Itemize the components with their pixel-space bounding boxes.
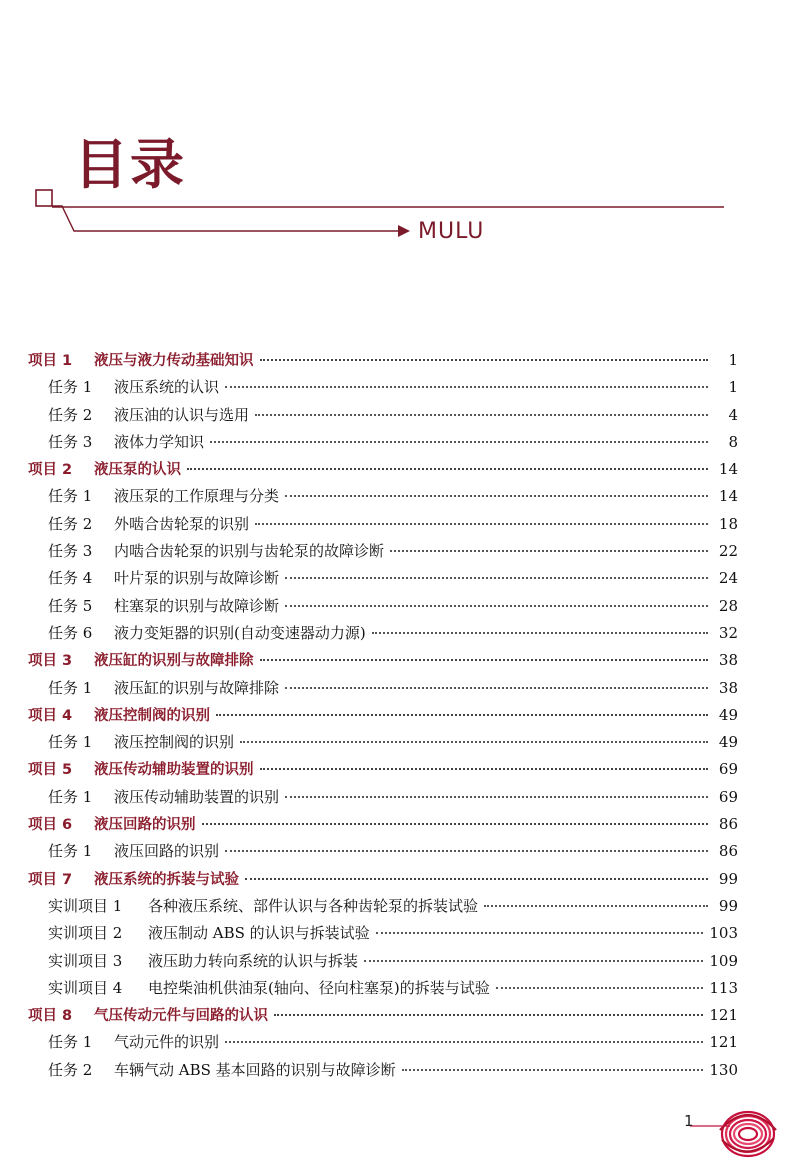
leader-dots xyxy=(285,576,708,579)
entry-number: 任务 4 xyxy=(48,569,93,588)
toc-entry-task[interactable] xyxy=(28,483,738,510)
entry-number: 任务 3 xyxy=(48,542,93,561)
entry-number: 任务 1 xyxy=(48,842,93,861)
entry-title: 液压制动 ABS 的认识与拆装试验 xyxy=(148,924,370,943)
leader-dots xyxy=(372,631,708,634)
entry-title: 液压回路的识别 xyxy=(114,842,220,861)
entry-number: 项目 3 xyxy=(28,653,73,670)
toc-entry-task[interactable] xyxy=(28,538,738,565)
entry-page: 18 xyxy=(718,514,738,533)
toc-entry-task[interactable] xyxy=(28,565,738,592)
entry-title: 液压系统的拆装与试验 xyxy=(94,871,239,888)
leader-dots xyxy=(225,849,708,852)
toc-entry-training[interactable] xyxy=(28,920,738,947)
entry-title: 气压传动元件与回路的认识 xyxy=(94,1008,268,1025)
entry-title: 气动元件的识别 xyxy=(114,1033,220,1052)
toc-entry-project[interactable] xyxy=(28,702,738,729)
entry-number: 项目 4 xyxy=(28,707,73,724)
entry-page: 24 xyxy=(718,569,738,588)
entry-number: 项目 2 xyxy=(28,462,73,479)
entry-number: 任务 5 xyxy=(48,596,93,615)
leader-dots xyxy=(364,959,703,962)
entry-page: 8 xyxy=(728,432,738,451)
entry-number: 任务 6 xyxy=(48,623,93,642)
toc-entry-task[interactable] xyxy=(28,593,738,620)
leader-dots xyxy=(285,686,708,689)
leader-dots xyxy=(216,713,708,716)
entry-page: 1 xyxy=(728,351,738,369)
entry-page: 121 xyxy=(709,1006,738,1025)
entry-page: 121 xyxy=(709,1033,738,1052)
entry-page: 109 xyxy=(709,951,738,970)
entry-title: 各种液压系统、部件认识与各种齿轮泵的拆装试验 xyxy=(148,896,479,915)
entry-page: 4 xyxy=(728,405,738,424)
toc-entry-training[interactable] xyxy=(28,893,738,920)
toc-entry-task[interactable] xyxy=(28,784,738,811)
entry-number: 任务 2 xyxy=(48,405,93,424)
leader-dots xyxy=(285,494,708,497)
entry-number: 任务 1 xyxy=(48,1033,93,1052)
toc-entry-task[interactable] xyxy=(28,374,738,401)
leader-dots xyxy=(376,931,704,934)
entry-number: 任务 1 xyxy=(48,378,93,397)
entry-page: 32 xyxy=(718,623,738,642)
entry-title: 液压助力转向系统的认识与拆装 xyxy=(148,951,359,970)
toc-entry-training[interactable] xyxy=(28,975,738,1002)
entry-title: 液压泵的认识 xyxy=(94,462,181,479)
leader-dots xyxy=(260,767,709,770)
entry-title: 液压传动辅助装置的识别 xyxy=(114,787,280,806)
leader-dots xyxy=(274,1013,703,1016)
entry-title: 液压油的认识与选用 xyxy=(114,405,250,424)
leader-dots xyxy=(225,1040,703,1043)
entry-title: 液体力学知识 xyxy=(114,432,205,451)
entry-title: 外啮合齿轮泵的识别 xyxy=(114,514,250,533)
leader-dots xyxy=(260,358,709,361)
page-subtitle: MULU xyxy=(418,219,485,244)
entry-title: 液力变矩器的识别(自动变速器动力源) xyxy=(114,623,366,642)
entry-title: 液压控制阀的识别 xyxy=(94,707,210,724)
entry-page: 28 xyxy=(718,596,738,615)
entry-title: 柱塞泵的识别与故障诊断 xyxy=(114,596,280,615)
entry-page: 69 xyxy=(718,760,738,779)
toc-entry-task[interactable] xyxy=(28,838,738,865)
entry-number: 项目 7 xyxy=(28,871,73,888)
entry-title: 叶片泵的识别与故障诊断 xyxy=(114,569,280,588)
entry-title: 液压缸的识别与故障排除 xyxy=(114,678,280,697)
entry-page: 99 xyxy=(718,869,738,888)
entry-page: 49 xyxy=(718,733,738,752)
entry-number: 任务 1 xyxy=(48,678,93,697)
entry-number: 任务 3 xyxy=(48,432,93,451)
entry-page: 130 xyxy=(709,1060,738,1079)
entry-page: 86 xyxy=(718,815,738,834)
entry-title: 内啮合齿轮泵的识别与齿轮泵的故障诊断 xyxy=(114,542,385,561)
leader-dots xyxy=(402,1068,704,1071)
entry-number: 实训项目 3 xyxy=(48,951,123,970)
toc-entry-task[interactable] xyxy=(28,729,738,756)
entry-number: 项目 6 xyxy=(28,817,73,834)
entry-page: 14 xyxy=(718,487,738,506)
entry-page: 86 xyxy=(718,842,738,861)
leader-dots xyxy=(390,549,708,552)
entry-title: 液压回路的识别 xyxy=(94,817,196,834)
entry-title: 液压与液力传动基础知识 xyxy=(94,353,254,369)
leader-dots xyxy=(255,522,708,525)
toc-entry-task[interactable] xyxy=(28,1057,738,1084)
leader-dots xyxy=(255,413,708,416)
toc-entry-task[interactable] xyxy=(28,511,738,538)
entry-title: 液压缸的识别与故障排除 xyxy=(94,653,254,670)
entry-page: 38 xyxy=(718,678,738,697)
header-decoration xyxy=(0,0,790,260)
entry-number: 项目 8 xyxy=(28,1008,73,1025)
entry-number: 任务 1 xyxy=(48,733,93,752)
leader-dots xyxy=(245,877,708,880)
table-of-contents xyxy=(28,347,738,1084)
leader-dots xyxy=(484,904,708,907)
toc-entry-task[interactable] xyxy=(28,675,738,702)
entry-title: 液压传动辅助装置的识别 xyxy=(94,762,254,779)
toc-entry-task[interactable] xyxy=(28,402,738,429)
toc-entry-task[interactable] xyxy=(28,1029,738,1056)
entry-number: 任务 2 xyxy=(48,514,93,533)
entry-number: 实训项目 2 xyxy=(48,924,123,943)
toc-entry-training[interactable] xyxy=(28,948,738,975)
toc-entry-project[interactable] xyxy=(28,1002,738,1029)
entry-page: 22 xyxy=(718,542,738,561)
leader-dots xyxy=(202,822,709,825)
leader-dots xyxy=(260,658,709,661)
leader-dots xyxy=(210,440,708,443)
entry-title: 液压控制阀的识别 xyxy=(114,733,235,752)
entry-page: 38 xyxy=(718,651,738,670)
entry-page: 103 xyxy=(709,924,738,943)
toc-entry-project[interactable] xyxy=(28,647,738,674)
entry-title: 电控柴油机供油泵(轴向、径向柱塞泵)的拆装与试验 xyxy=(148,978,490,997)
leader-dots xyxy=(240,740,708,743)
entry-page: 99 xyxy=(718,896,738,915)
footer-swirl-logo xyxy=(690,1090,790,1170)
toc-entry-task[interactable] xyxy=(28,620,738,647)
entry-page: 14 xyxy=(718,460,738,479)
toc-entry-project[interactable] xyxy=(28,866,738,893)
entry-title: 液压系统的认识 xyxy=(114,378,220,397)
page-title: 目录 xyxy=(74,133,186,196)
leader-dots xyxy=(496,986,704,989)
entry-title: 液压泵的工作原理与分类 xyxy=(114,487,280,506)
entry-page: 1 xyxy=(728,378,738,397)
entry-number: 任务 1 xyxy=(48,787,93,806)
entry-number: 实训项目 1 xyxy=(48,896,123,915)
entry-number: 项目 1 xyxy=(28,353,73,369)
entry-page: 113 xyxy=(709,978,738,997)
toc-entry-task[interactable] xyxy=(28,429,738,456)
entry-title: 车辆气动 ABS 基本回路的识别与故障诊断 xyxy=(114,1060,396,1079)
toc-entry-project[interactable] xyxy=(28,811,738,838)
entry-number: 任务 2 xyxy=(48,1060,93,1079)
entry-number: 项目 5 xyxy=(28,762,73,779)
toc-entry-project[interactable] xyxy=(28,756,738,783)
entry-number: 任务 1 xyxy=(48,487,93,506)
leader-dots xyxy=(225,385,708,388)
page-number: 1 xyxy=(684,1112,694,1130)
entry-number: 实训项目 4 xyxy=(48,978,123,997)
entry-page: 49 xyxy=(718,705,738,724)
leader-dots xyxy=(285,795,708,798)
leader-dots xyxy=(285,604,708,607)
leader-dots xyxy=(187,467,708,470)
entry-page: 69 xyxy=(718,787,738,806)
toc-entry-project[interactable] xyxy=(28,347,738,374)
toc-entry-project[interactable] xyxy=(28,456,738,483)
